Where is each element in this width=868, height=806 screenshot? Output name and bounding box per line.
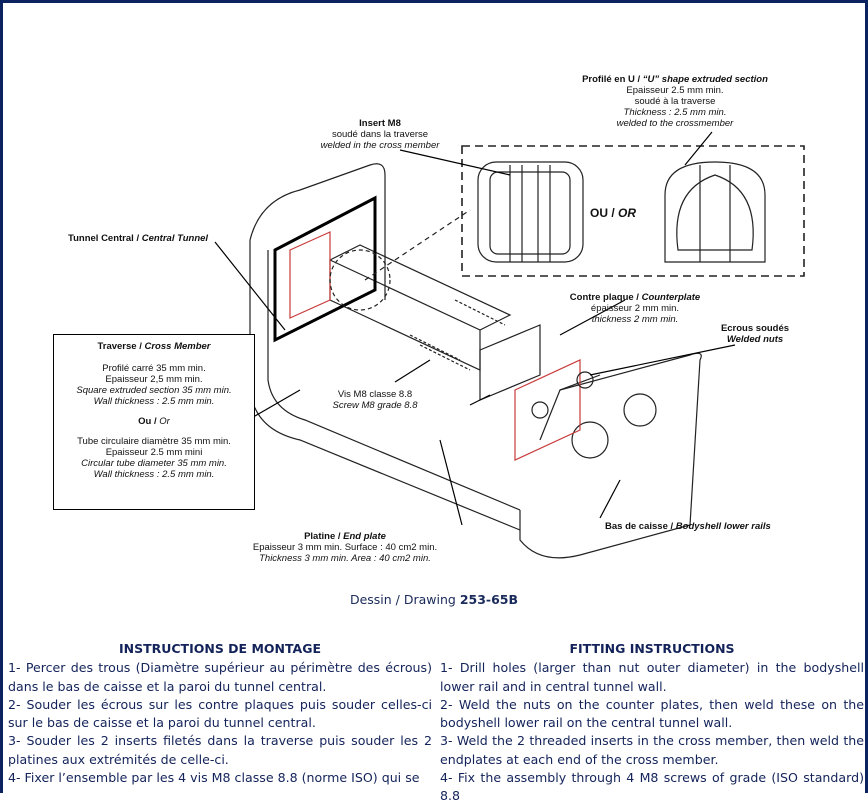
label-insert: Insert M8 soudé dans la traverse welded in the cross member (320, 118, 440, 151)
instructions-en (440, 640, 864, 806)
cross-member-box: Traverse / Cross Member Profilé carré 35 mm min. Epaisseur 2,5 mm min. Square extruded section 35 mm min. Wall thickness : 2.5 mm min. Ou / Or Tube circulaire diamètre 35 mm min. Epaisseur 2.5 mm mini Circular tube diameter 35 mm min. Wall thickness : 2.5 mm min. (53, 334, 255, 510)
instruction-step: 3- Souder les 2 inserts filetés dans la traverse puis souder les 2 platines aux extrémités de celle-ci. (8, 733, 432, 767)
instruction-step: 4- Fixer l’ensemble par les 4 vis M8 classe 8.8 (norme ISO) qui se (8, 770, 420, 786)
label-bodyshell: Bas de caisse / Bodyshell lower rails (605, 521, 771, 532)
instructions-en-title: FITTING INSTRUCTIONS (569, 641, 735, 656)
instruction-step: 2- Weld the nuts on the counter plates, then weld these on the bodyshell lower rail on the central tunnel wall. (440, 696, 864, 731)
label-welded-nuts: Ecrous soudés Welded nuts (720, 323, 790, 345)
label-u-profile: Profilé en U / “U” shape extruded section Epaisseur 2.5 mm min. soudé à la traverse Thickness : 2.5 mm min. welded to the crossmember (582, 74, 768, 129)
label-counterplate: Contre plaque / Counterplate épaisseur 2 mm min. thickness 2 mm min. (569, 292, 701, 325)
instruction-step: 4- Fix the assembly through 4 M8 screws of grade (ISO standard) 8.8 (440, 770, 864, 804)
instruction-step: 2- Souder les écrous sur les contre plaques puis souder celles-ci sur le bas de caisse et la paroi du tunnel central. (8, 696, 432, 731)
label-endplate: Platine / End plate Epaisseur 3 mm min. Surface : 40 cm2 min. Thickness 3 mm min. Area : 40 cm2 min. (252, 531, 438, 564)
instruction-step: 1- Percer des trous (Diamètre supérieur au périmètre des écrous) dans le bas de caisse et la paroi du tunnel central. (8, 660, 432, 694)
instructions-fr (8, 640, 432, 787)
label-screw: Vis M8 classe 8.8 Screw M8 grade 8.8 (332, 389, 418, 411)
drawing-caption: Dessin / Drawing 253-65B (349, 592, 519, 607)
instruction-step: 3- Weld the 2 threaded inserts in the cross member, then weld the endplates at each end of the cross member. (440, 733, 864, 767)
label-tunnel: Tunnel Central / Central Tunnel (68, 233, 209, 244)
label-ou-or: OU / OR (590, 206, 637, 220)
instructions-fr-title: INSTRUCTIONS DE MONTAGE (118, 641, 322, 656)
instruction-step: 1- Drill holes (larger than nut outer diameter) in the bodyshell lower rail and in central tunnel wall. (440, 660, 864, 694)
